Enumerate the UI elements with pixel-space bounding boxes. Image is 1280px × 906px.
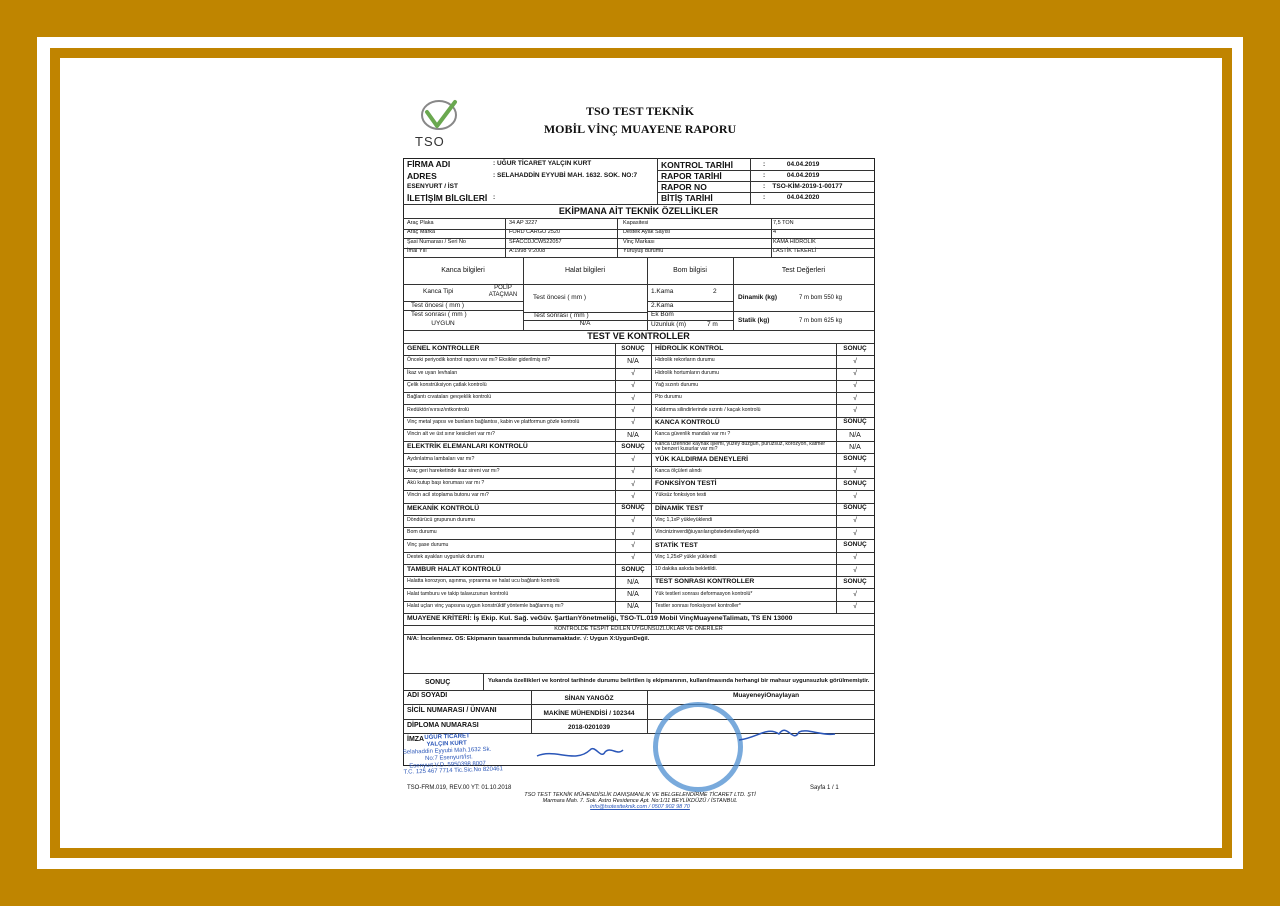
left-result: √ bbox=[631, 370, 635, 378]
hook-result: UYGUN bbox=[431, 320, 455, 327]
right-check-item: Yük testleri sonrası deformasyon kontrolü* bbox=[655, 590, 753, 597]
left-check-item: Araç geri hareketinde ikaz sireni var mı? bbox=[407, 467, 500, 474]
spec-left-value: 34 AP 3227 bbox=[509, 219, 538, 226]
adi-soyadi-value: SİNAN YANGÖZ bbox=[564, 695, 614, 702]
spec-left-key: Araç Marka bbox=[407, 229, 436, 235]
left-result: √ bbox=[631, 480, 635, 488]
sicil-value: MAKİNE MÜHENDİSİ / 102344 bbox=[543, 710, 635, 717]
footer-company: TSO TEST TEKNİK MÜHENDİSLİK DANIŞMANLIK VE BELGELENDİRME TİCARET LTD. ŞTİ Marmara Mah. 7. Sok. Astro Residence Apt. No:1/11 BEYLİKDÜZÜ / İSTANBUL info@tsotestteknik.com / 0507 902 98 70 bbox=[524, 792, 756, 810]
right-check-item: Vinç 1,25xP yükle yüklendi bbox=[655, 553, 717, 560]
dinamik-label: Dinamik (kg) bbox=[738, 294, 778, 301]
right-check-item: Hidrolik hortumların durumu bbox=[655, 369, 720, 376]
inspector-signature-icon bbox=[535, 742, 625, 766]
left-result: √ bbox=[631, 407, 635, 414]
spec-right-key: Yürüyüş durumu bbox=[623, 248, 664, 254]
rope-test-oncesi: Test öncesi ( mm ) bbox=[533, 294, 587, 301]
left-result: N/A bbox=[627, 603, 639, 611]
right-result: √ bbox=[853, 529, 857, 537]
right-check-item: Yağ sızıntı durumu bbox=[655, 381, 699, 388]
left-result: √ bbox=[631, 554, 635, 562]
left-check-item: Vincin acil stoplama butonu var mı? bbox=[407, 492, 489, 499]
adi-soyadi-label: ADI SOYADI bbox=[407, 692, 448, 699]
right-result: SONUÇ bbox=[843, 541, 867, 548]
right-result: √ bbox=[853, 591, 857, 599]
kama1-label: 1.Kama bbox=[651, 288, 674, 295]
rapor-tarihi-label: RAPOR TARİHİ bbox=[661, 171, 722, 181]
report-title: TSO TEST TEKNİK bbox=[585, 104, 695, 118]
right-check-item: Pto durumu bbox=[655, 394, 682, 401]
statik-label: Statik (kg) bbox=[738, 317, 770, 324]
right-check-item: Testler sonrası fonksiyonel kontroller* bbox=[655, 602, 741, 609]
left-section-header: TAMBUR HALAT KONTROLÜ bbox=[407, 566, 501, 574]
rope-result: N/A bbox=[579, 320, 591, 327]
kanca-tipi-value-1: POLİP bbox=[494, 285, 512, 291]
rapor-tarihi-value: : 04.04.2019 bbox=[763, 172, 820, 179]
right-result: √ bbox=[853, 370, 857, 378]
right-check-item: Yüksüz fonksiyon testi bbox=[655, 492, 707, 499]
left-check-item: Önceki periyodik kontrol raporu var mı? Eksikler giderilmiş mi? bbox=[407, 357, 551, 364]
left-result: SONUÇ bbox=[621, 442, 645, 450]
left-result: N/A bbox=[627, 357, 639, 365]
sicil-label: SİCİL NUMARASI / ÜNVANI bbox=[407, 707, 497, 714]
right-section-header: FONKSİYON TESTİ bbox=[655, 480, 717, 488]
left-check-item: Redüktör/ıvırsız/ıntkontrolü bbox=[407, 406, 469, 413]
rapor-no-label: RAPOR NO bbox=[661, 182, 707, 192]
spec-right-value: LASTİK TEKERLİ bbox=[773, 248, 817, 254]
company-stamp: UĞUR TİCARET YALÇIN KURT Selahaddin Eyyubi Mah.1632 Sk. No:7 Esenyurt/İst. Esenyurt V.D. 5950398 8007 T.C. 125 467 7714 Tic.Sic.No 820461 bbox=[402, 733, 504, 777]
result-text: Yukarıda özellikleri ve kontrol tarihinde durumu belirtilen iş ekipmanının, kullanılmasında herhangi bir mahsur uygunsuzluk görülmemiştir. bbox=[488, 678, 870, 684]
left-check-item: Halat tamburu ve takip talavuzunun kontrolü bbox=[407, 590, 509, 597]
left-result: N/A bbox=[627, 591, 639, 599]
kontrol-tarihi-label: KONTROL TARİHİ bbox=[661, 160, 733, 170]
dinamik-value: 7 m bom 550 kg bbox=[799, 295, 843, 301]
approver-label: MuayeneyiOnaylayan bbox=[733, 692, 800, 699]
left-result: √ bbox=[631, 468, 635, 476]
bitis-tarihi-value: : 04.04.2020 bbox=[763, 194, 820, 201]
inspection-criteria: MUAYENE KRİTERİ: İş Ekip. Kul. Sağ. veGüv. ŞartlarıYönetmeliği, TSO-TL.019 Mobil VinçMuayeneTalimatı, TS EN 13000 bbox=[407, 615, 793, 622]
kama2-label: 2.Kama bbox=[651, 302, 674, 309]
result-label: SONUÇ bbox=[425, 679, 451, 686]
diploma-value: 2018-0201039 bbox=[568, 724, 610, 731]
left-result: SONUÇ bbox=[621, 344, 645, 352]
spec-right-key: Vinç Markası bbox=[623, 238, 655, 245]
boom-header: Bom bilgisi bbox=[673, 267, 707, 274]
right-result: SONUÇ bbox=[843, 504, 867, 512]
left-result: √ bbox=[631, 456, 635, 464]
right-result: SONUÇ bbox=[843, 344, 867, 352]
right-result: √ bbox=[853, 407, 857, 414]
spec-right-key: Destek Ayak Sayısı bbox=[623, 229, 671, 235]
right-result: √ bbox=[853, 566, 857, 574]
left-check-item: Çelik konstrüksiyon çatlak kontrolü bbox=[407, 381, 487, 388]
left-check-item: Halat uçları vinç yapısına uygun konstrüktif yöntemle bağlanmış mı? bbox=[407, 602, 564, 609]
left-check-item: Akü kutup başı koruması var mı ? bbox=[407, 480, 485, 487]
spec-right-key: Kapasitesi bbox=[623, 219, 649, 226]
left-check-item: Destek ayakları uygunluk durumu bbox=[407, 553, 484, 560]
left-result: √ bbox=[631, 529, 635, 537]
kontrol-tarihi-value: : 04.04.2019 bbox=[763, 161, 820, 168]
firma-value: : UĞUR TİCARET YALÇIN KURT bbox=[493, 160, 592, 167]
left-check-item: Aydınlatma lambaları var mı? bbox=[407, 455, 475, 462]
adres-label: ADRES bbox=[407, 171, 437, 181]
right-result: SONUÇ bbox=[843, 455, 867, 463]
left-result: √ bbox=[631, 517, 635, 525]
legend-text: N/A: İncelenmez. OS: Ekipmanın tasarımında bulunmamaktadır. √: Uygun X:UygunDeğil. bbox=[407, 636, 650, 642]
right-check-item: Vincinizinverdiğiuyarılarıgöstedeteslleriyapıldı bbox=[655, 529, 760, 536]
bitis-tarihi-label: BİTİŞ TARİHİ bbox=[661, 193, 713, 203]
adres-value: : SELAHADDİN EYYUBİ MAH. 1632. SOK. NO:7 bbox=[493, 172, 638, 179]
spec-section-title: EKİPMANA AİT TEKNİK ÖZELLİKLER bbox=[558, 206, 719, 216]
right-section-header: YÜK KALDIRMA DENEYLERİ bbox=[655, 455, 749, 463]
right-check-item: Vinç 1,1xP yükleyüklendi bbox=[655, 516, 713, 523]
right-section-header: DİNAMİK TEST bbox=[655, 504, 704, 512]
engineer-stamp bbox=[653, 702, 743, 792]
adres-city: ESENYURT / İST bbox=[407, 183, 458, 190]
right-result: SONUÇ bbox=[843, 418, 867, 426]
right-check-item: 10 dakika askıda bekletildi. bbox=[655, 566, 717, 573]
test-section-title: TEST VE KONTROLLER bbox=[587, 331, 690, 341]
logo-text: TSO bbox=[415, 134, 445, 149]
left-check-item: Vinç metal yapısı ve bunların bağlantısı, kabin ve platformun gözle kontrolü bbox=[407, 418, 580, 425]
iletisim-label: İLETİŞİM BİLGİLERİ bbox=[407, 193, 488, 203]
right-result: √ bbox=[853, 603, 857, 611]
kanca-tipi-label: Kanca Tipi bbox=[423, 288, 454, 295]
right-result: √ bbox=[853, 382, 857, 390]
right-result: SONUÇ bbox=[843, 577, 867, 585]
spec-left-value: SFACCDJCW522057 bbox=[509, 238, 562, 245]
uzunluk-value: 7 m bbox=[707, 321, 718, 328]
approver-signature-icon bbox=[737, 720, 837, 750]
left-result: √ bbox=[631, 492, 635, 500]
left-check-item: Bom durumu bbox=[407, 529, 437, 536]
spec-left-key: Araç Plaka bbox=[407, 219, 434, 226]
right-section-header: KANCA KONTROLÜ bbox=[655, 418, 720, 426]
left-check-item: Vinç şase durumu bbox=[407, 541, 449, 548]
right-result: √ bbox=[853, 517, 857, 525]
left-check-item: Döndürücü grupunun durumu bbox=[407, 516, 475, 523]
right-section-header: STATİK TEST bbox=[655, 541, 698, 549]
kanca-tipi-value-2: ATAÇMAN bbox=[488, 292, 518, 298]
right-result: N/A bbox=[849, 443, 861, 451]
spec-left-value: A:1998 V:2008 bbox=[509, 248, 546, 254]
right-result: √ bbox=[853, 357, 857, 365]
left-result: √ bbox=[631, 394, 635, 402]
rope-test-sonrasi: Test sonrası ( mm ) bbox=[533, 312, 589, 319]
right-check-item: Kanca güvenlik mandalı var mı ? bbox=[655, 431, 731, 438]
uzunluk-label: Uzunluk (m) bbox=[651, 321, 687, 328]
right-section-header: TEST SONRASI KONTROLLER bbox=[655, 578, 755, 586]
ek-bom-label: Ek Bom bbox=[651, 311, 674, 318]
spec-right-value: KAMA HİDROLİK bbox=[773, 238, 816, 245]
left-check-item: Vincin alt ve üst sınır kesicileri var mı? bbox=[407, 431, 495, 438]
report-subtitle: MOBİL VİNÇ MUAYENE RAPORU bbox=[543, 122, 737, 136]
right-section-header: HİDROLİK KONTROL bbox=[655, 345, 724, 353]
spec-left-value: FORD CARGO 2520 bbox=[509, 229, 561, 235]
left-section-header: MEKANİK KONTROLÜ bbox=[407, 504, 480, 512]
test-values-header: Test Değerleri bbox=[781, 267, 826, 274]
left-result: √ bbox=[631, 382, 635, 390]
hook-header: Kanca bilgileri bbox=[441, 267, 485, 274]
inspection-report-document bbox=[395, 92, 885, 822]
left-result: N/A bbox=[627, 578, 639, 586]
right-result: N/A bbox=[849, 431, 861, 439]
firma-label: FİRMA ADI bbox=[407, 159, 451, 169]
statik-value: 7 m bom 625 kg bbox=[799, 318, 843, 324]
left-check-item: Bağlantı cıvataları gevşeklik kontrolü bbox=[407, 394, 492, 401]
left-section-header: ELEKTRİK ELEMANLARI KONTROLÜ bbox=[407, 443, 528, 451]
nonconformities-title: KONTROLDE TESPİT EDİLEN UYGUNSUZLUKLAR VE ÖNERİLER bbox=[554, 626, 723, 632]
right-result: √ bbox=[853, 394, 857, 402]
imza-label: İMZA bbox=[407, 736, 425, 743]
right-check-item: Hidrolik rekorların durumu bbox=[655, 357, 715, 364]
right-check-item: Kanca ölçüleri alındı bbox=[655, 467, 702, 474]
left-result: SONUÇ bbox=[621, 565, 645, 573]
spec-left-key: İmal Yılı bbox=[407, 248, 427, 254]
spec-right-value: 7,5 TON bbox=[773, 219, 794, 226]
right-result: SONUÇ bbox=[843, 479, 867, 487]
right-check-item: Kanca üzerinde kaynak işlemi, yüzey düzgün, pürüzsüz, korozyon, katmer ve benzeri kusurlar var mı? bbox=[655, 440, 826, 452]
left-result: √ bbox=[631, 419, 635, 427]
right-result: √ bbox=[853, 554, 857, 562]
hook-test-oncesi: Test öncesi ( mm ) bbox=[411, 302, 465, 309]
left-result: √ bbox=[631, 542, 635, 549]
right-check-item: Kaldırma silindirlerinde sızıntı / kaçak kontrolü bbox=[655, 406, 761, 413]
hook-test-sonrasi: Test sonrası ( mm ) bbox=[411, 311, 467, 318]
left-result: N/A bbox=[627, 431, 639, 439]
rope-header: Halat bilgileri bbox=[564, 267, 606, 274]
left-section-header: GENEL KONTROLLER bbox=[407, 345, 480, 353]
rapor-no-value: : TSO-KİM-2019-1-00177 bbox=[763, 183, 843, 190]
left-check-item: Halatta korozyon, aşınma, yıpranma ve halat ucu bağlantı kontrolü bbox=[407, 578, 560, 585]
diploma-label: DİPLOMA NUMARASI bbox=[407, 722, 479, 729]
kama1-value: 2 bbox=[713, 288, 717, 295]
left-check-item: İkaz ve uyarı levhaları bbox=[407, 369, 458, 376]
iletisim-value: : bbox=[493, 194, 496, 201]
right-result: √ bbox=[853, 492, 857, 500]
spec-left-key: Şasi Numarası / Seri No bbox=[407, 238, 466, 245]
form-number: TSO-FRM.019, REV.00 YT: 01.10.2018 bbox=[407, 785, 512, 791]
spec-right-value: 4 bbox=[773, 229, 777, 235]
right-result: √ bbox=[853, 468, 857, 476]
page-number: Sayfa 1 / 1 bbox=[810, 785, 839, 791]
left-result: SONUÇ bbox=[621, 504, 645, 512]
